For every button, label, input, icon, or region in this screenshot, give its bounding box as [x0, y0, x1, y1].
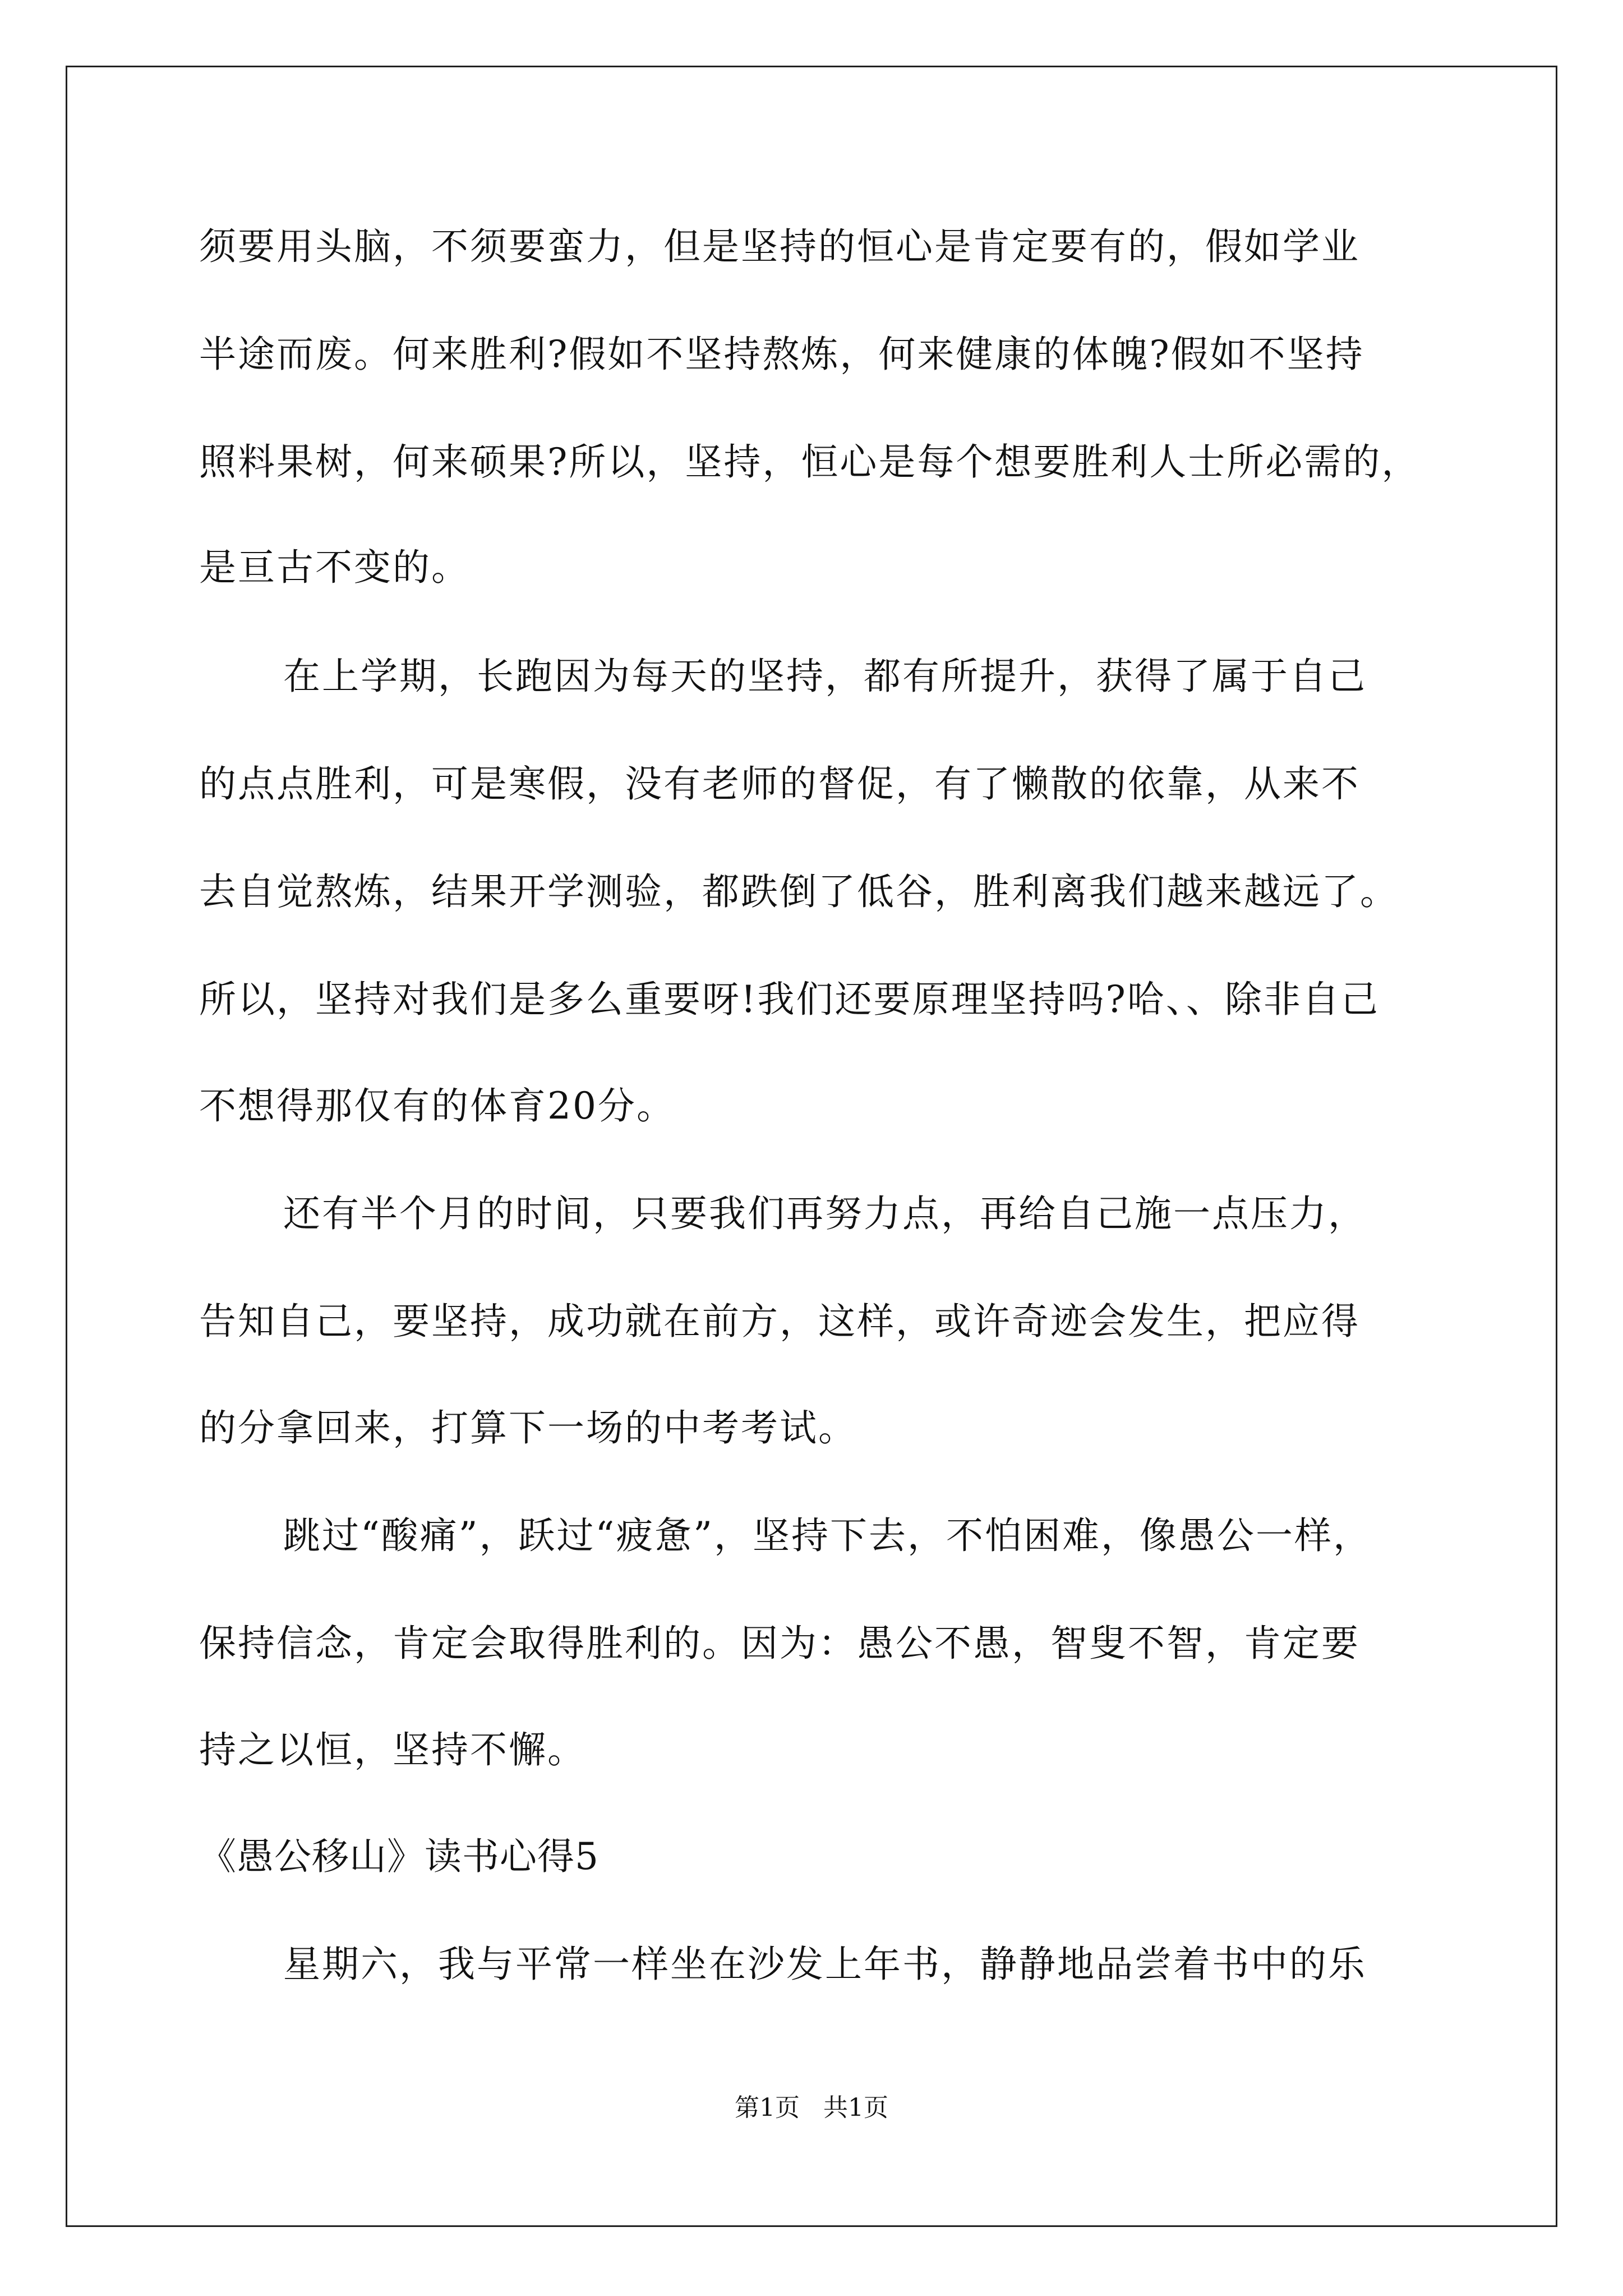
- page-border: [66, 66, 1557, 2227]
- text-line-3: 照料果树，何来硕果?所以，坚持，恒心是每个想要胜利人士所必需的，: [199, 440, 1421, 484]
- text-line-12: 的分拿回来，打算下一场的中考考试。: [199, 1406, 857, 1450]
- paragraph-start-line: 跳过“酸痛”，跃过“疲惫”，坚持下去，不怕困难，像愚公一样，: [283, 1514, 1372, 1557]
- page-number: 第1页: [735, 2093, 800, 2122]
- section-heading: 《愚公移山》读书心得5: [199, 1835, 599, 1878]
- text-line-11: 告知自己，要坚持，成功就在前方，这样，或许奇迹会发生，把应得: [199, 1300, 1360, 1343]
- text-line-4: 是亘古不变的。: [199, 546, 470, 589]
- paragraph-start-line: 在上学期，长跑因为每天的坚持，都有所提升，获得了属于自己: [283, 655, 1367, 698]
- paragraph-start-line: 星期六，我与平常一样坐在沙发上年书，静静地品尝着书中的乐: [283, 1943, 1367, 1986]
- text-line-6: 的点点胜利，可是寒假，没有老师的督促，有了懒散的依靠，从来不: [199, 762, 1360, 806]
- page-total: 共1页: [823, 2093, 888, 2122]
- text-line-7: 去自觉熬炼，结果开学测验，都跌倒了低谷，胜利离我们越来越远了。: [199, 870, 1399, 913]
- text-line-15: 持之以恒，坚持不懈。: [199, 1728, 586, 1772]
- text-line-9: 不想得那仅有的体育20分。: [199, 1084, 675, 1128]
- text-line-8: 所以，坚持对我们是多么重要呀!我们还要原理坚持吗?哈、、除非自己: [199, 978, 1380, 1021]
- text-line-2: 半途而废。何来胜利?假如不坚持熬炼，何来健康的体魄?假如不坚持: [199, 333, 1364, 376]
- text-line-14: 保持信念，肯定会取得胜利的。因为：愚公不愚，智叟不智，肯定要: [199, 1622, 1360, 1665]
- text-line-1: 须要用头脑，不须要蛮力，但是坚持的恒心是肯定要有的，假如学业: [199, 225, 1360, 268]
- paragraph-start-line: 还有半个月的时间，只要我们再努力点，再给自己施一点压力，: [283, 1192, 1367, 1235]
- page-footer: [0, 2092, 1623, 2124]
